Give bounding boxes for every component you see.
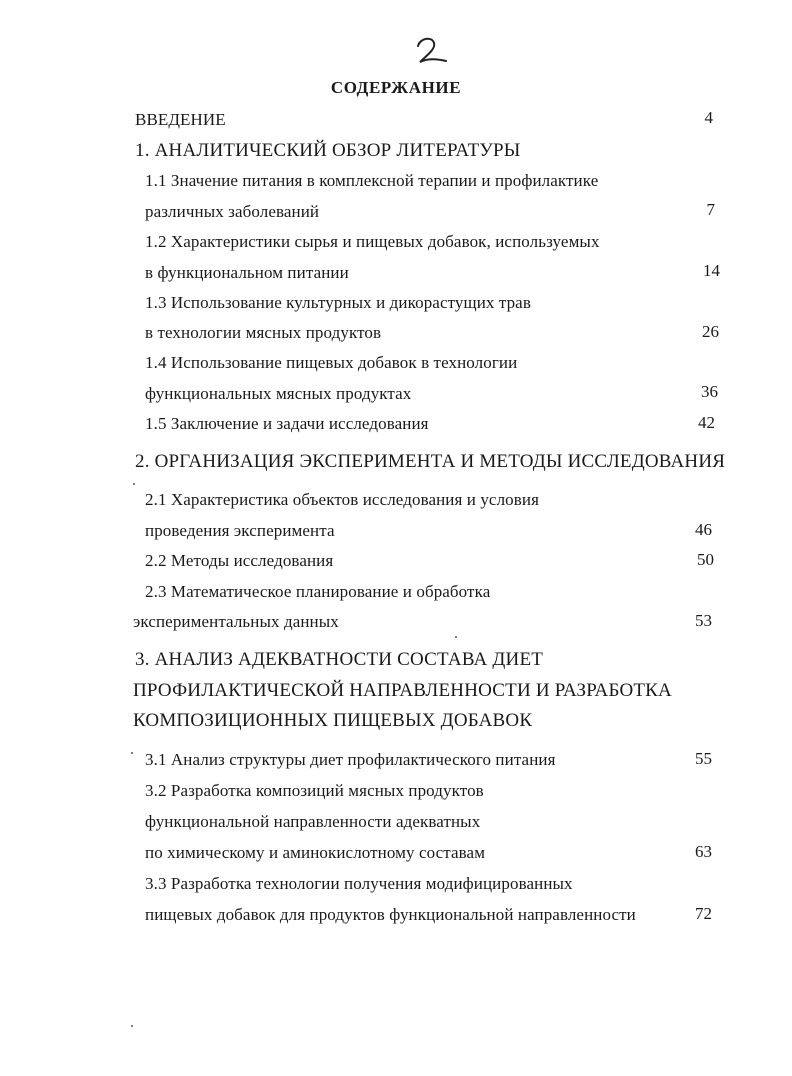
chapter-2-heading: 2. ОРГАНИЗАЦИЯ ЭКСПЕРИМЕНТА И МЕТОДЫ ИССЛЕДОВАНИЯ xyxy=(135,451,726,472)
scan-speck xyxy=(455,636,457,638)
toc-intro-page: 4 xyxy=(704,108,713,127)
toc-entry-3-3-line2: пищевых добавок для продуктов функциональной направленности xyxy=(145,905,636,924)
scan-speck xyxy=(131,1025,133,1027)
toc-entry-1-3-line1: 1.3 Использование культурных и дикорастущих трав xyxy=(145,293,531,312)
chapter-3-heading-line3: КОМПОЗИЦИОННЫХ ПИЩЕВЫХ ДОБАВОК xyxy=(133,710,533,731)
page-title: СОДЕРЖАНИЕ xyxy=(330,78,462,97)
toc-entry-1-2-line2: в функциональном питании xyxy=(145,263,349,282)
toc-entry-1-1-line1: 1.1 Значение питания в комплексной терапии и профилактике xyxy=(145,171,599,190)
handwritten-page-number xyxy=(412,34,452,70)
toc-entry-1-4-page: 36 xyxy=(701,382,718,401)
toc-entry-1-5-line1: 1.5 Заключение и задачи исследования xyxy=(145,414,429,433)
toc-entry-2-2-page: 50 xyxy=(697,550,714,569)
toc-entry-1-3-line2: в технологии мясных продуктов xyxy=(145,323,382,342)
toc-entry-2-1-line2: проведения эксперимента xyxy=(145,521,335,540)
chapter-1-heading: 1. АНАЛИТИЧЕСКИЙ ОБЗОР ЛИТЕРАТУРЫ xyxy=(135,140,521,161)
toc-entry-2-1-line1: 2.1 Характеристика объектов исследования и условия xyxy=(145,490,539,509)
toc-entry-2-1-page: 46 xyxy=(695,520,712,539)
toc-entry-3-2-line3: по химическому и аминокислотному составам xyxy=(145,843,486,862)
toc-entry-1-1-page: 7 xyxy=(706,200,715,219)
toc-entry-2-3-line1: 2.3 Математическое планирование и обработка xyxy=(145,582,491,601)
toc-entry-1-2-page: 14 xyxy=(703,261,720,280)
toc-entry-1-4-line1: 1.4 Использование пищевых добавок в технологии xyxy=(145,353,518,372)
scan-speck xyxy=(131,752,133,754)
toc-entry-2-2-line1: 2.2 Методы исследования xyxy=(145,551,334,570)
toc-entry-1-1-line2: различных заболеваний xyxy=(145,202,320,221)
scan-speck xyxy=(133,483,135,485)
toc-entry-3-2-line1: 3.2 Разработка композиций мясных продуктов xyxy=(145,781,484,800)
toc-entry-3-2-line2: функциональной направленности адекватных xyxy=(145,812,481,831)
toc-entry-3-3-line1: 3.3 Разработка технологии получения модифицированных xyxy=(145,874,573,893)
toc-entry-1-4-line2: функциональных мясных продуктах xyxy=(145,384,412,403)
toc-entry-2-3-page: 53 xyxy=(695,611,712,630)
toc-entry-2-3-line2: экспериментальных данных xyxy=(133,612,339,631)
toc-entry-3-1-line1: 3.1 Анализ структуры диет профилактического питания xyxy=(145,750,556,769)
toc-entry-1-2-line1: 1.2 Характеристики сырья и пищевых добавок, используемых xyxy=(145,232,600,251)
toc-intro-label: ВВЕДЕНИЕ xyxy=(135,110,226,129)
toc-entry-1-3-page: 26 xyxy=(702,322,719,341)
chapter-3-heading-line1: 3. АНАЛИЗ АДЕКВАТНОСТИ СОСТАВА ДИЕТ xyxy=(135,649,544,670)
toc-entry-3-2-page: 63 xyxy=(695,842,712,861)
toc-entry-3-1-page: 55 xyxy=(695,749,712,768)
chapter-3-heading-line2: ПРОФИЛАКТИЧЕСКОЙ НАПРАВЛЕННОСТИ И РАЗРАБОТКА xyxy=(133,680,672,701)
toc-entry-3-3-page: 72 xyxy=(695,904,712,923)
toc-entry-1-5-page: 42 xyxy=(698,413,715,432)
